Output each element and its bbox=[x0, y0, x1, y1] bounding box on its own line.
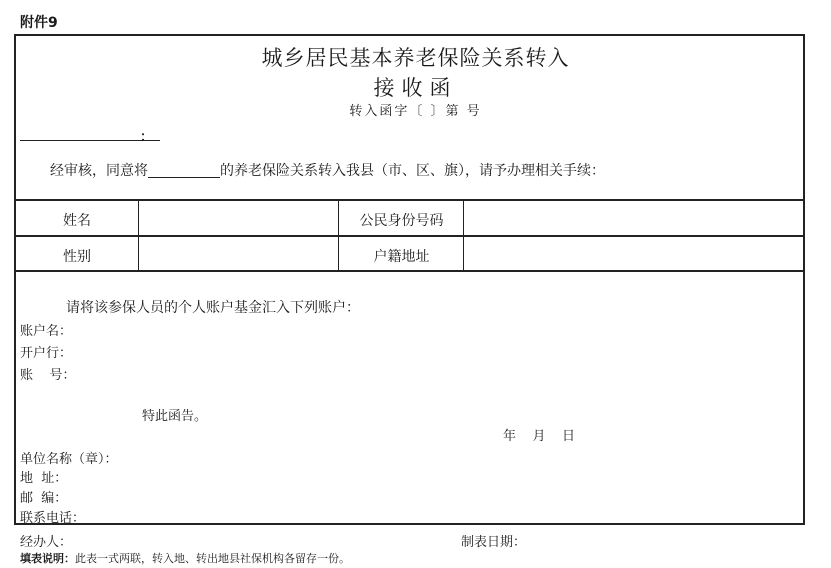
account-name-label: 账户名： bbox=[20, 324, 73, 339]
gender-label: 性别 bbox=[63, 249, 91, 265]
table-top-border bbox=[14, 199, 805, 201]
id-number-value-cell[interactable] bbox=[465, 202, 803, 233]
table-divider-1 bbox=[138, 200, 139, 270]
household-address-label: 户籍地址 bbox=[373, 249, 430, 265]
form-date-label: 制表日期： bbox=[461, 535, 527, 550]
form-subtitle: 接收函 bbox=[373, 76, 458, 100]
postcode-label: 邮 编： bbox=[20, 491, 68, 506]
agreement-text bbox=[50, 160, 605, 180]
transfer-request-text: 请将该参保人员的个人账户基金汇入下列账户： bbox=[66, 300, 360, 316]
name-label: 姓名 bbox=[63, 213, 91, 229]
letter-number: 转入函字〔 〕第 号 bbox=[349, 104, 482, 119]
handler-label: 经办人： bbox=[20, 535, 73, 550]
address-label: 地 址： bbox=[20, 471, 68, 486]
addressee-blank[interactable] bbox=[20, 140, 160, 141]
bank-label: 开户行： bbox=[20, 346, 73, 361]
table-bottom-border bbox=[14, 270, 805, 272]
fill-instructions bbox=[20, 550, 350, 566]
date-field: 年 月 日 bbox=[503, 429, 576, 444]
table-divider-2 bbox=[338, 200, 339, 270]
unit-name-label: 单位名称（章）： bbox=[20, 452, 118, 467]
addressee-colon: ： bbox=[140, 130, 154, 145]
name-value-cell[interactable] bbox=[140, 202, 336, 233]
person-name-blank[interactable] bbox=[148, 163, 220, 178]
form-title: 城乡居民基本养老保险关系转入 bbox=[261, 46, 570, 70]
table-middle-border bbox=[14, 235, 805, 237]
agreement-prefix: 经审核，同意将 bbox=[50, 163, 148, 179]
instructions-text: 此表一式两联，转入地、转出地县社保机构各留存一份。 bbox=[75, 552, 350, 565]
attachment-label: 附件9 bbox=[20, 15, 58, 31]
household-address-value-cell[interactable] bbox=[465, 238, 803, 269]
account-number-label: 账 号： bbox=[20, 368, 76, 383]
agreement-suffix: 的养老保险关系转入我县（市、区、旗），请予办理相关手续： bbox=[220, 163, 605, 179]
gender-value-cell[interactable] bbox=[140, 238, 336, 269]
hereby-text: 特此函告。 bbox=[142, 409, 208, 424]
instructions-label: 填表说明： bbox=[20, 552, 75, 565]
id-number-label: 公民身份号码 bbox=[359, 213, 444, 229]
phone-label: 联系电话： bbox=[20, 511, 86, 526]
table-divider-3 bbox=[463, 200, 464, 270]
